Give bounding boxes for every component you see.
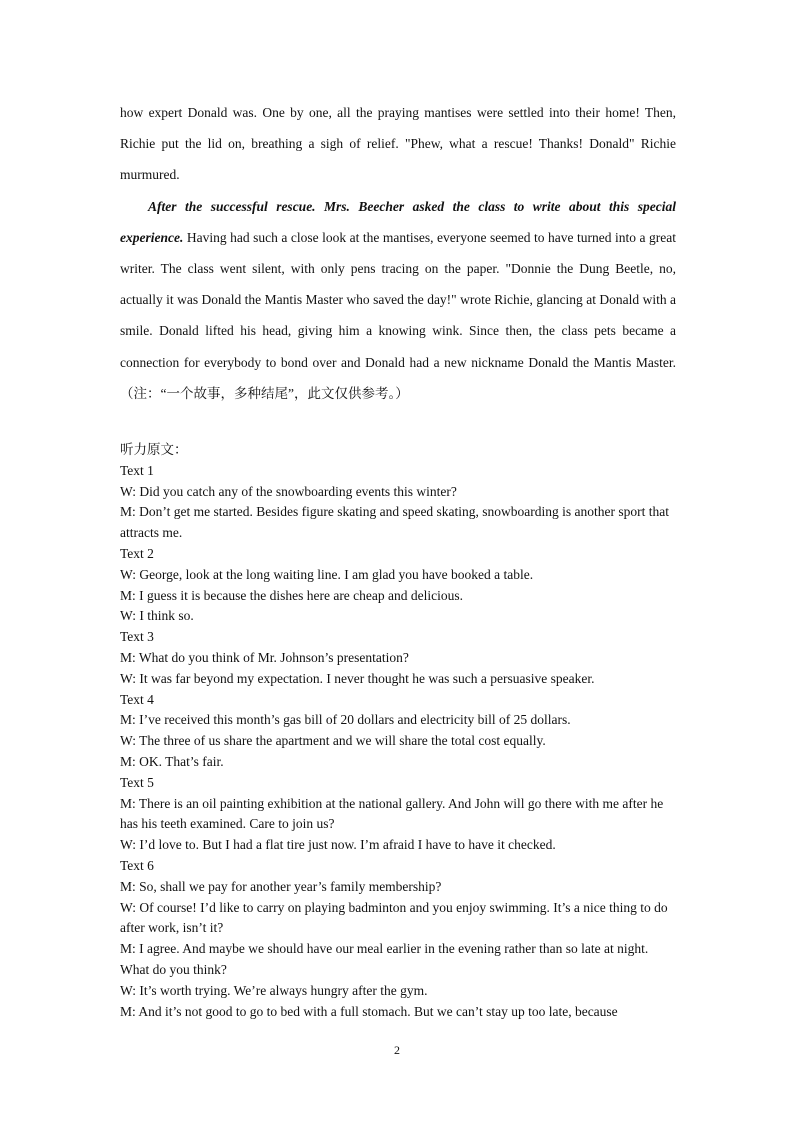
essay-paragraph-2-body: Having had such a close look at the mantises, everyone seemed to have turned into a great writer. The class went silent, with only pens tracing on the paper. "Donnie the Dung Beetle, no, actually it was Donald the Mantis Master who saved the day!" wrote Richie, glancing at Donald with a smile. Donald lifted his head, giving him a knowing wink. Since then, the class pets became a connection for everybody to bond over and Donald had a new nickname Donald the Mantis Master.（注：“一个故事，多种结尾”，此文仅供参考。） <box>120 229 676 401</box>
transcript-line: W: It was far beyond my expectation. I never thought he was such a persuasive speaker. <box>120 670 595 686</box>
transcript-line: Text 1 <box>120 462 154 478</box>
transcript-heading: 听力原文： <box>120 442 188 457</box>
transcript-line: Text 2 <box>120 545 154 561</box>
listening-transcript <box>120 440 680 1022</box>
transcript-lines <box>120 461 680 1023</box>
essay-paragraph-2-lead: After the successful rescue. Mrs. Beecher asked the class to write about this special experience. <box>120 198 676 245</box>
transcript-line: Text 6 <box>120 857 154 873</box>
transcript-line: M: I guess it is because the dishes here are cheap and delicious. <box>120 587 464 603</box>
transcript-line: W: Of course! I’d like to carry on playing badminton and you enjoy swimming. It’s a nice thing to do after work, isn’t it? <box>120 899 668 936</box>
transcript-line: W: It’s worth trying. We’re always hungry after the gym. <box>120 982 428 998</box>
page-number: 2 <box>394 1043 400 1057</box>
transcript-line: M: Don’t get me started. Besides figure skating and speed skating, snowboarding is another sport that attracts me. <box>120 504 670 541</box>
transcript-line: M: There is an oil painting exhibition at the national gallery. And John will go there with me after he has his teeth examined. Care to join us? <box>120 795 664 832</box>
transcript-line: W: The three of us share the apartment and we will share the total cost equally. <box>120 733 546 749</box>
story-ending-essay <box>120 97 676 409</box>
transcript-line: M: I’ve received this month’s gas bill of 20 dollars and electricity bill of 25 dollars. <box>120 712 571 728</box>
transcript-line: M: What do you think of Mr. Johnson’s presentation? <box>120 649 409 665</box>
transcript-line: Text 3 <box>120 629 154 645</box>
transcript-line: Text 4 <box>120 691 154 707</box>
transcript-line: M: And it’s not good to go to bed with a full stomach. But we can’t stay up too late, because <box>120 1003 618 1019</box>
transcript-line: M: OK. That’s fair. <box>120 753 224 769</box>
transcript-line: W: I’d love to. But I had a flat tire just now. I’m afraid I have to have it checked. <box>120 837 556 853</box>
transcript-line: M: I agree. And maybe we should have our meal earlier in the evening rather than so late at night. What do you think? <box>120 941 649 977</box>
transcript-line: W: I think so. <box>120 608 194 624</box>
transcript-line: W: Did you catch any of the snowboarding events this winter? <box>120 483 457 499</box>
essay-paragraph-2 <box>120 191 676 409</box>
transcript-line: W: George, look at the long waiting line. I am glad you have booked a table. <box>120 566 534 582</box>
essay-paragraph-1: how expert Donald was. One by one, all the praying mantises were settled into their home! Then, Richie put the lid on, breathing a sigh of relief. "Phew, what a rescue! Thanks! Donald" Richie murmured. <box>120 105 676 183</box>
transcript-line: Text 5 <box>120 774 154 790</box>
transcript-line: M: So, shall we pay for another year’s family membership? <box>120 878 442 894</box>
